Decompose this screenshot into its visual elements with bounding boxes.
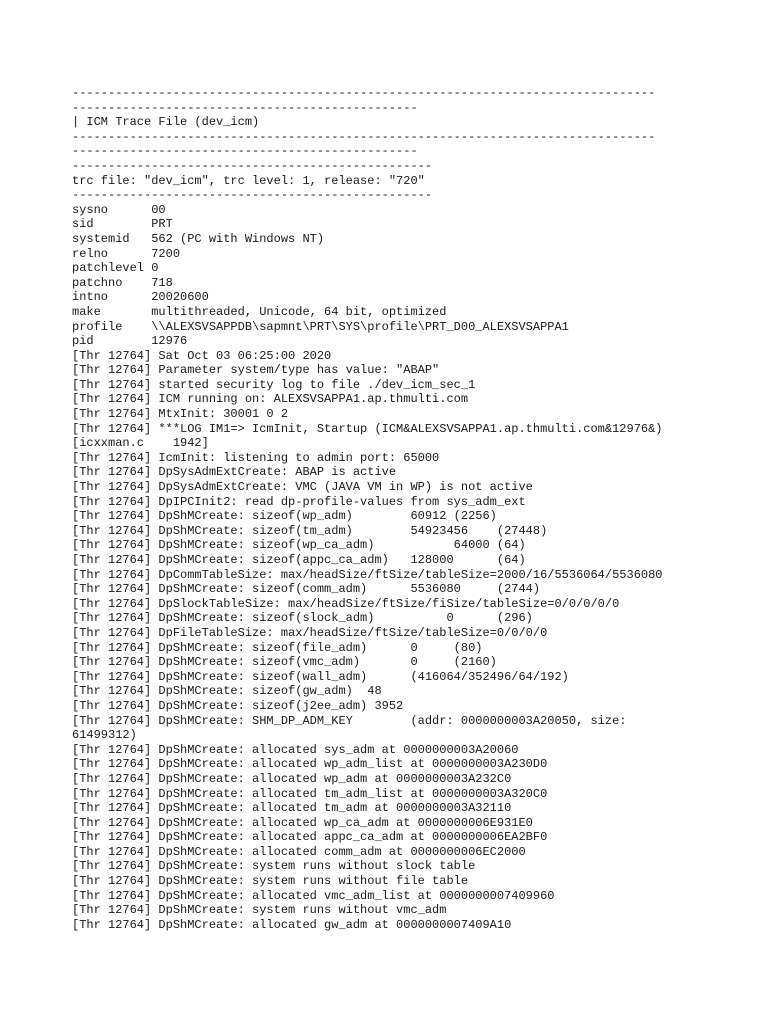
trace-line: [Thr 12764] Sat Oct 03 06:25:00 2020 — [72, 348, 332, 363]
trace-line: [Thr 12764] DpSlockTableSize: max/headSize/ftSize/fiSize/tableSize=0/0/0/0/0 — [72, 596, 620, 611]
trace-line: [Thr 12764] DpShMCreate: system runs without vmc_adm — [72, 903, 447, 918]
trace-line: 61499312) — [72, 728, 137, 743]
trace-line: [Thr 12764] Parameter system/type has value: "ABAP" — [72, 363, 440, 378]
trace-line: [Thr 12764] MtxInit: 30001 0 2 — [72, 407, 289, 422]
trace-line: [Thr 12764] started security log to file ./dev_icm_sec_1 — [72, 377, 476, 392]
trace-line: [Thr 12764] DpSysAdmExtCreate: VMC (JAVA VM in WP) is not active — [72, 480, 533, 495]
trace-line: [Thr 12764] DpShMCreate: sizeof(slock_adm) 0 (296) — [72, 611, 533, 626]
trace-line: ------------------------------------------------ — [72, 100, 418, 115]
trace-line: [Thr 12764] DpShMCreate: sizeof(j2ee_adm) 3952 — [72, 698, 404, 713]
trace-line: [Thr 12764] DpShMCreate: sizeof(comm_adm) 5536080 (2744) — [72, 582, 541, 597]
trace-line: [Thr 12764] DpShMCreate: sizeof(wp_ca_adm) 64000 (64) — [72, 538, 526, 553]
trace-line: [Thr 12764] DpShMCreate: allocated wp_ca_adm at 0000000006E931E0 — [72, 815, 533, 830]
trace-line: [Thr 12764] DpShMCreate: sizeof(tm_adm) 54923456 (27448) — [72, 523, 548, 538]
trace-line: [Thr 12764] DpFileTableSize: max/headSize/ftSize/tableSize=0/0/0/0 — [72, 625, 548, 640]
trace-line: profile \\ALEXSVSAPPDB\sapmnt\PRT\SYS\profile\PRT_D00_ALEXSVSAPPA1 — [72, 319, 569, 334]
trace-line: [Thr 12764] DpShMCreate: allocated appc_ca_adm at 0000000006EA2BF0 — [72, 830, 548, 845]
trace-line: --------------------------------------------------------------------------------- — [72, 129, 656, 144]
trace-line: [Thr 12764] DpShMCreate: sizeof(wp_adm) 60912 (2256) — [72, 509, 497, 524]
trace-line: patchno 718 — [72, 275, 173, 290]
trace-line: relno 7200 — [72, 246, 181, 261]
trace-line: trc file: "dev_icm", trc level: 1, release: "720" — [72, 173, 425, 188]
trace-line: [Thr 12764] ICM running on: ALEXSVSAPPA1.ap.thmulti.com — [72, 392, 469, 407]
trace-line: [Thr 12764] DpIPCInit2: read dp-profile-values from sys_adm_ext — [72, 494, 526, 509]
trace-line: [Thr 12764] DpShMCreate: allocated wp_adm_list at 0000000003A230D0 — [72, 757, 548, 772]
trace-line: [Thr 12764] IcmInit: listening to admin port: 65000 — [72, 450, 440, 465]
trace-line: [Thr 12764] DpSysAdmExtCreate: ABAP is active — [72, 465, 397, 480]
trace-line: [Thr 12764] DpShMCreate: allocated wp_adm at 0000000003A232C0 — [72, 771, 512, 786]
trace-line: sid PRT — [72, 217, 173, 232]
trace-line: [Thr 12764] DpShMCreate: sizeof(vmc_adm) 0 (2160) — [72, 655, 497, 670]
trace-line: sysno 00 — [72, 202, 166, 217]
trace-line: intno 20020600 — [72, 290, 209, 305]
trace-line: make multithreaded, Unicode, 64 bit, optimized — [72, 304, 447, 319]
trace-line: [Thr 12764] DpShMCreate: system runs without slock table — [72, 859, 476, 874]
trace-line: -------------------------------------------------- — [72, 158, 433, 173]
trace-line: [Thr 12764] DpShMCreate: allocated vmc_adm_list at 0000000007409960 — [72, 888, 555, 903]
trace-line: ------------------------------------------------ — [72, 144, 418, 159]
trace-line: [Thr 12764] DpShMCreate: system runs without file table — [72, 874, 469, 889]
trace-line: [Thr 12764] DpShMCreate: allocated tm_adm at 0000000003A32110 — [72, 801, 512, 816]
trace-line: | ICM Trace File (dev_icm) — [72, 115, 260, 130]
trace-file-document — [72, 86, 762, 932]
trace-line: [Thr 12764] DpShMCreate: SHM_DP_ADM_KEY (addr: 0000000003A20050, size: — [72, 713, 627, 728]
trace-line: -------------------------------------------------- — [72, 188, 433, 203]
trace-line: [Thr 12764] DpShMCreate: sizeof(file_adm) 0 (80) — [72, 640, 483, 655]
trace-line: pid 12976 — [72, 334, 188, 349]
trace-line: [Thr 12764] ***LOG IM1=> IcmInit, Startup (ICM&ALEXSVSAPPA1.ap.thmulti.com&12976&) — [72, 421, 663, 436]
trace-line: [Thr 12764] DpShMCreate: sizeof(wall_adm) (416064/352496/64/192) — [72, 669, 569, 684]
trace-line: [Thr 12764] DpCommTableSize: max/headSize/ftSize/tableSize=2000/16/5536064/5536080 — [72, 567, 663, 582]
trace-line: [Thr 12764] DpShMCreate: allocated gw_adm at 0000000007409A10 — [72, 917, 512, 932]
trace-line: [Thr 12764] DpShMCreate: allocated comm_adm at 0000000006EC2000 — [72, 844, 526, 859]
trace-line: systemid 562 (PC with Windows NT) — [72, 231, 325, 246]
trace-line: [Thr 12764] DpShMCreate: allocated sys_adm at 0000000003A20060 — [72, 742, 519, 757]
trace-line: [Thr 12764] DpShMCreate: sizeof(gw_adm) 48 — [72, 684, 382, 699]
trace-line: [Thr 12764] DpShMCreate: sizeof(appc_ca_adm) 128000 (64) — [72, 553, 526, 567]
trace-line: patchlevel 0 — [72, 261, 159, 276]
trace-line: [Thr 12764] DpShMCreate: allocated tm_adm_list at 0000000003A320C0 — [72, 786, 548, 801]
trace-line: [icxxman.c 1942] — [72, 436, 209, 451]
trace-line: --------------------------------------------------------------------------------- — [72, 86, 656, 100]
